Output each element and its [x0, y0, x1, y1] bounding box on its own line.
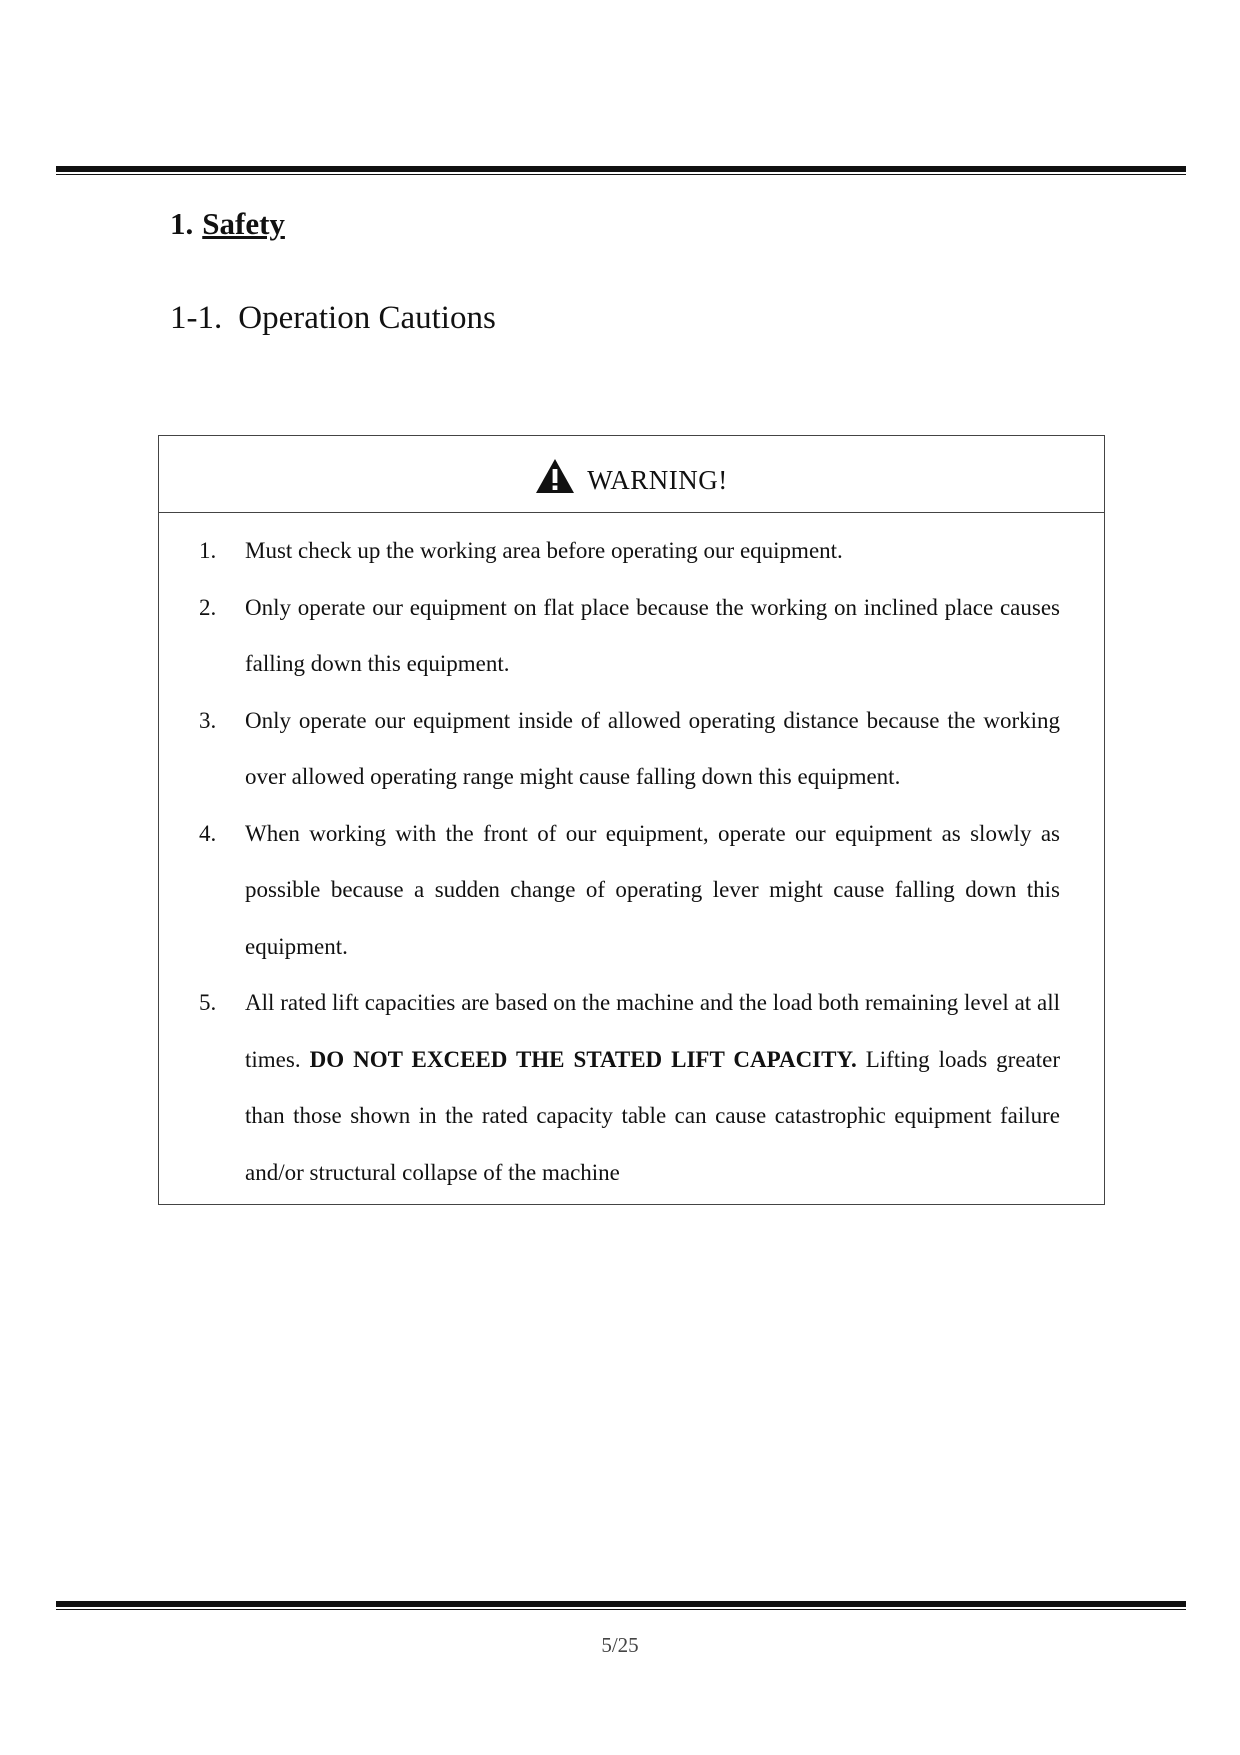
- header-double-rule: [56, 166, 1186, 176]
- list-item: [199, 806, 1060, 976]
- subsection-number: 1-1.: [170, 300, 223, 336]
- item-number: 1.: [199, 538, 217, 563]
- footer-double-rule: [56, 1601, 1186, 1611]
- list-item: [199, 523, 1060, 580]
- item-number: 3.: [199, 707, 217, 733]
- item-text-tail: Lifting loads greater than those shown in the rated capacity table can cause catastrophic equipment failure and/or structural collapse of the machine: [245, 1046, 1060, 1185]
- page-number: 5/25: [601, 1633, 639, 1657]
- item-text: Only operate our equipment inside of allowed operating distance because the working over allowed operating range might cause falling down this equipment.: [245, 707, 1060, 789]
- warning-triangle-icon: [535, 458, 575, 494]
- warning-box: [158, 435, 1105, 1205]
- list-item: [199, 580, 1060, 693]
- item-text: When working with the front of our equipment, operate our equipment as slowly as possible because a sudden change of operating lever might cause falling down this equipment.: [245, 820, 1060, 959]
- section-title: Safety: [202, 206, 285, 241]
- warning-list: [159, 513, 1104, 1201]
- list-item: [199, 693, 1060, 806]
- warning-header: [159, 436, 1104, 513]
- warning-label: WARNING!: [587, 464, 728, 495]
- section-number: 1.: [170, 206, 194, 241]
- lift-capacity-warning: DO NOT EXCEED THE STATED LIFT CAPACITY.: [309, 1046, 857, 1072]
- item-text-lead: All rated lift capacities are based on the machine and the load both remaining level at all times.: [245, 990, 1060, 1072]
- section-heading: [170, 206, 285, 242]
- subsection-heading: [170, 300, 496, 337]
- item-text: Must check up the working area before operating our equipment.: [245, 538, 843, 563]
- item-text: [245, 975, 1060, 1201]
- item-number: 2.: [199, 594, 217, 620]
- subsection-title: Operation Cautions: [238, 300, 496, 336]
- item-number: 4.: [199, 820, 217, 846]
- item-text: Only operate our equipment on flat place because the working on inclined place causes falling down this equipment.: [245, 594, 1060, 676]
- list-item: [199, 975, 1060, 1201]
- item-number: 5.: [199, 990, 217, 1015]
